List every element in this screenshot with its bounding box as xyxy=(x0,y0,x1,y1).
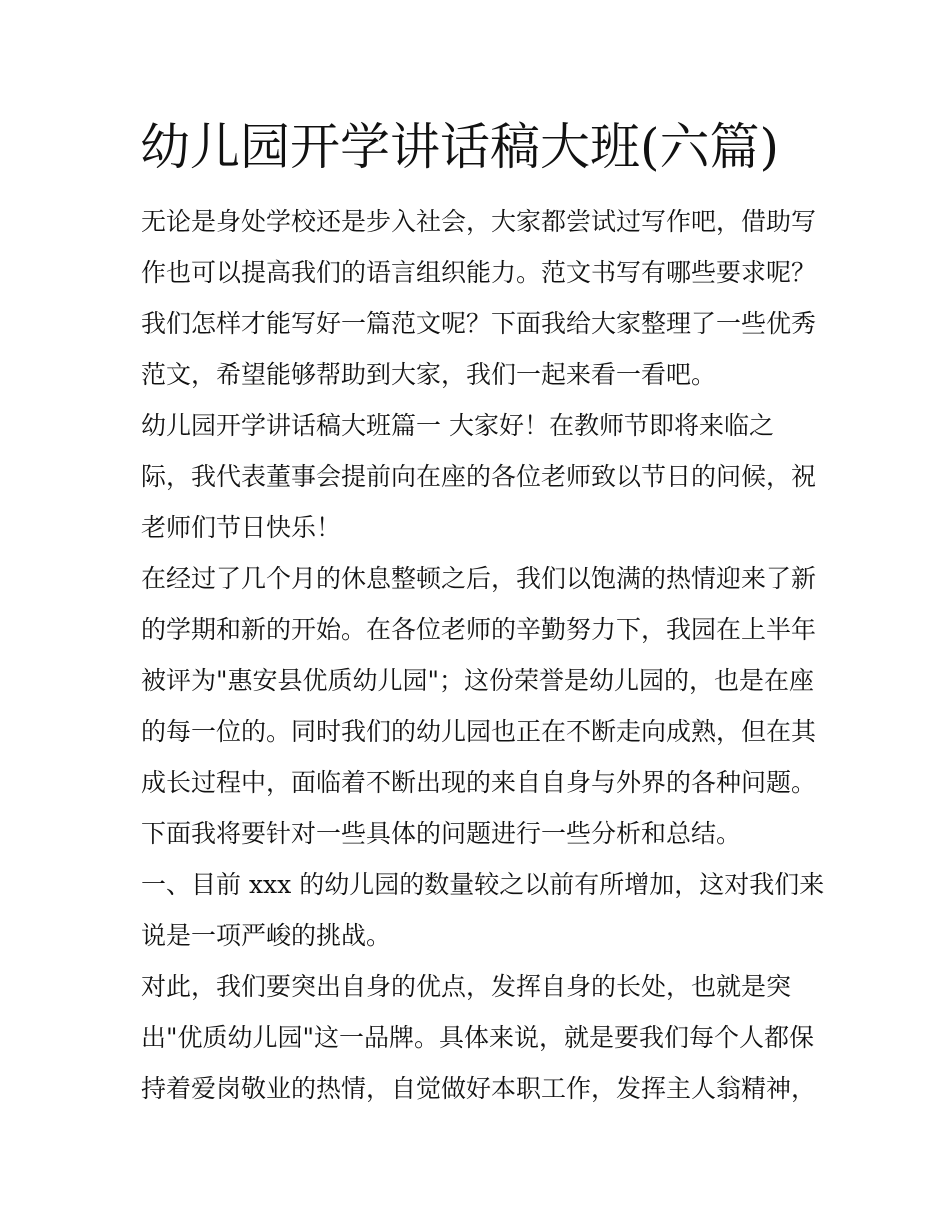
text-line-18: 持着爱岗敬业的热情，自觉做好本职工作，发挥主人翁精神， xyxy=(141,1074,817,1103)
text-line-14: 一、目前 xxx 的幼儿园的数量较之以前有所增加，这对我们来 xyxy=(141,870,825,899)
text-line-13: 下面我将要针对一些具体的问题进行一些分析和总结。 xyxy=(141,819,742,848)
text-line-10: 被评为"惠安县优质幼儿园"；这份荣誉是幼儿园的，也是在座 xyxy=(141,666,815,695)
text-line-2: 作也可以提高我们的语言组织能力。范文书写有哪些要求呢？ xyxy=(141,258,817,287)
text-line-12: 成长过程中，面临着不断出现的来自自身与外界的各种问题。 xyxy=(141,768,817,797)
text-line-3: 我们怎样才能写好一篇范文呢？下面我给大家整理了一些优秀 xyxy=(141,309,817,338)
text-line-6: 际，我代表董事会提前向在座的各位老师致以节日的问候，祝 xyxy=(141,462,817,491)
text-line-16: 对此，我们要突出自身的优点，发挥自身的长处，也就是突 xyxy=(141,972,792,1001)
text-line-15: 说是一项严峻的挑战。 xyxy=(141,921,392,950)
text-line-7: 老师们节日快乐！ xyxy=(141,513,342,542)
text-line-11: 的每一位的。同时我们的幼儿园也正在不断走向成熟，但在其 xyxy=(141,717,817,746)
text-line-17: 出"优质幼儿园"这一品牌。具体来说，就是要我们每个人都保 xyxy=(141,1023,815,1052)
text-line-9: 的学期和新的开始。在各位老师的辛勤努力下，我园在上半年 xyxy=(141,615,817,644)
text-line-8: 在经过了几个月的休息整顿之后，我们以饱满的热情迎来了新 xyxy=(141,564,817,593)
page-title: 幼儿园开学讲话稿大班(六篇) xyxy=(140,118,780,176)
text-line-4: 范文，希望能够帮助到大家，我们一起来看一看吧。 xyxy=(141,360,717,389)
text-line-1: 无论是身处学校还是步入社会，大家都尝试过写作吧，借助写 xyxy=(141,207,817,236)
text-line-5: 幼儿园开学讲话稿大班篇一 大家好！在教师节即将来临之 xyxy=(141,411,774,440)
